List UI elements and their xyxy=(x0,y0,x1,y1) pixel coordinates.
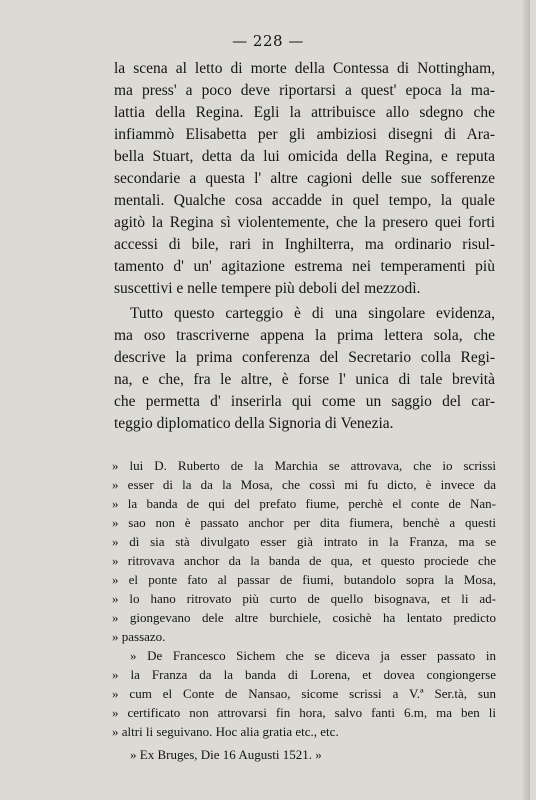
main-line: ma oso trascriverne appena la prima lettera sola, che xyxy=(114,327,495,344)
quote-line: » certificato non attrovarsi fin hora, salvo fanti 6.m, ma ben li xyxy=(112,705,496,720)
quote-line: » dì sia stà divulgato esser già intrato in la Franza, ma se xyxy=(112,534,496,549)
quote-line: » Ex Bruges, Die 16 Augusti 1521. » xyxy=(130,747,322,762)
quote-line: » De Francesco Sichem che se diceva ja esser passato in xyxy=(130,648,496,663)
main-line: lattia della Regina. Egli la attribuisce allo sdegno che xyxy=(114,104,495,121)
main-line: accessi di bile, rari in Inghilterra, ma ordinario risul- xyxy=(114,236,495,253)
quote-line: » el ponte fato al passar de fiumi, butandolo sopra la Mosa, xyxy=(112,572,496,587)
main-line: na, e che, fra le altre, è forse l' unica di tale brevità xyxy=(114,371,495,388)
main-line: suscettivi e nelle tempere più deboli del mezzodì. xyxy=(114,280,421,297)
quote-line: » la Franza da la banda di Lorena, et dovea congiongerse xyxy=(112,667,496,682)
main-line: secondarie a questa l' altre cagioni delle sue sofferenze xyxy=(114,170,495,187)
quote-line: » cum el Conte de Nansao, sicome scrissi a V.ª Ser.tà, sun xyxy=(112,686,496,701)
quote-line: » altri li seguivano. Hoc alia gratia etc., etc. xyxy=(112,724,339,739)
quote-line: » giongevano dele altre burchiele, cosichè ha lentato predicto xyxy=(112,610,496,625)
main-line: tamento d' un' agitazione estrema nei temperamenti più xyxy=(114,258,495,275)
quote-line: » la banda de qui del prefato fiume, perchè el conte de Nan- xyxy=(112,496,496,511)
main-line: mentali. Qualche cosa accadde in quel tempo, la quale xyxy=(114,192,495,209)
page-number: — 228 — xyxy=(232,32,304,50)
quote-line: » ritrovava anchor da la banda de qua, et questo prociede che xyxy=(112,553,496,568)
quote-line: » lui D. Ruberto de la Marchia se attrovava, che io scrissi xyxy=(112,458,496,473)
quote-line: » lo hano ritrovato più curto de quello bisognava, et li ad- xyxy=(112,591,496,606)
main-line: descrive la prima conferenza del Secretario colla Regi- xyxy=(114,349,495,366)
quote-line: » sao non è passato anchor per dita fiumera, benchè a questi xyxy=(112,515,496,530)
main-line: bella Stuart, detta da lui omicida della Regina, e reputa xyxy=(114,148,495,165)
main-line: che permetta d' inserirla qui come un saggio del car- xyxy=(114,393,495,410)
main-line: ma press' a poco deve riportarsi a quest' epoca la ma- xyxy=(114,82,495,99)
quote-line: » passazo. xyxy=(112,629,166,644)
quote-line: » esser di la da la Mosa, che cossì mi fu dicto, è invece da xyxy=(112,477,496,492)
main-line: infiammò Elisabetta per gli ambiziosi disegni di Ara- xyxy=(114,126,495,143)
page-edge-shadow xyxy=(522,0,530,800)
main-line: agitò la Regina sì violentemente, che la presero quei forti xyxy=(114,214,495,231)
main-line: teggio diplomatico della Signoria di Venezia. xyxy=(114,415,394,432)
main-line: la scena al letto di morte della Contessa di Nottingham, xyxy=(114,60,495,77)
main-line: Tutto questo carteggio è di una singolare evidenza, xyxy=(130,305,495,322)
